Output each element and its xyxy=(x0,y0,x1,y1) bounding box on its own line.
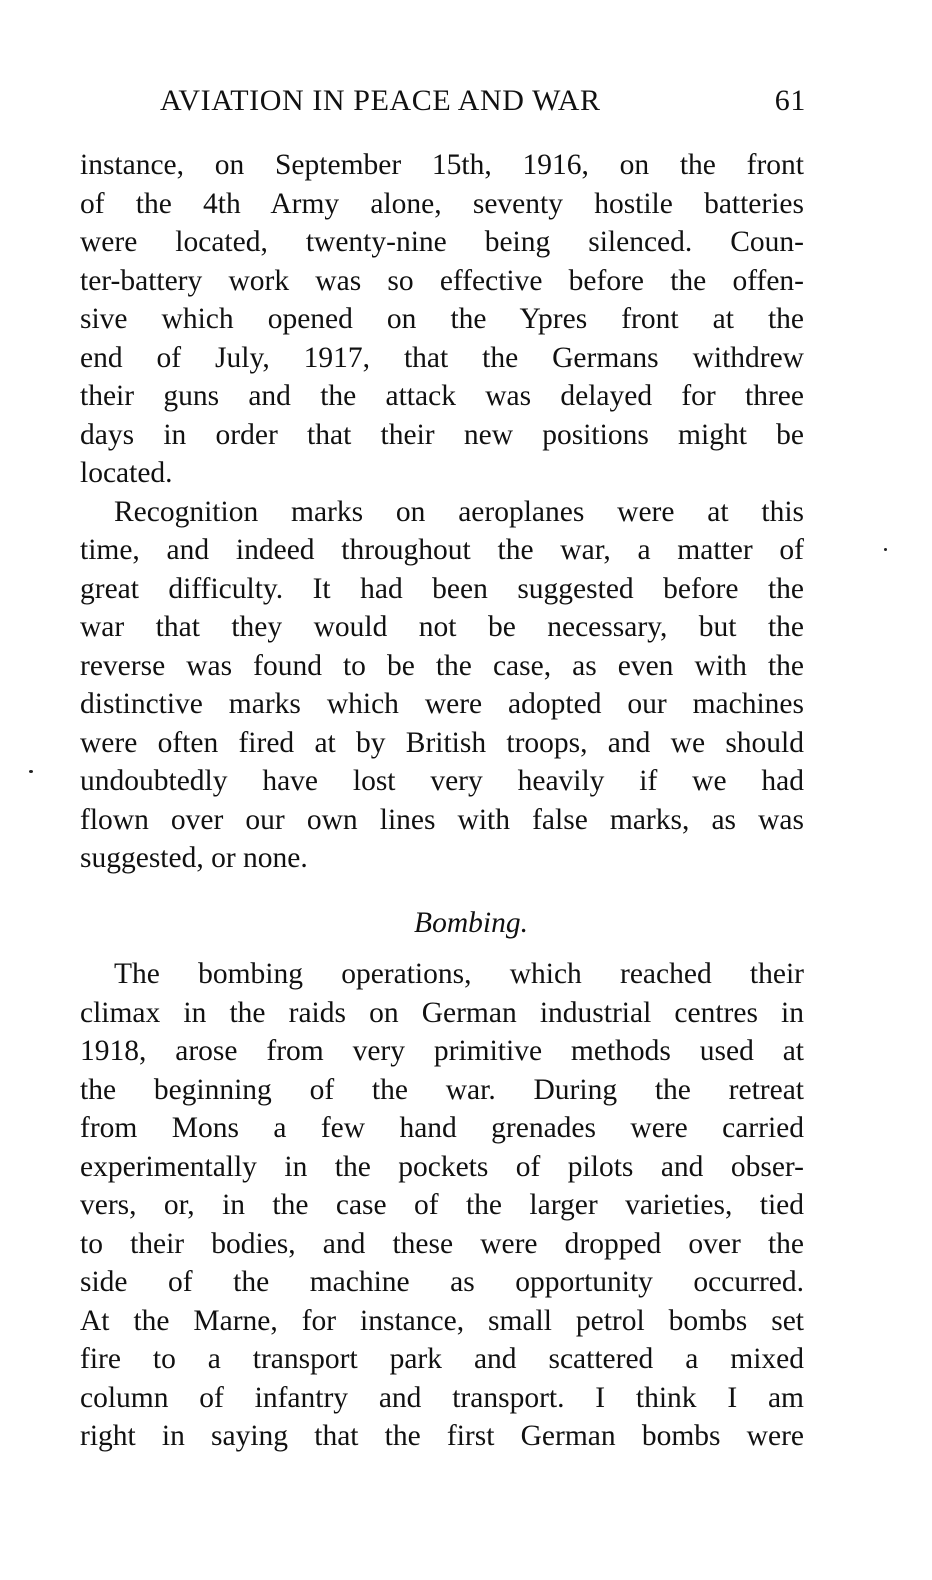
text-line: time, and indeed throughout the war, a matter of xyxy=(80,534,804,566)
text-line: vers, or, in the case of the larger varieties, tied xyxy=(80,1189,804,1221)
text-line: side of the machine as opportunity occurred. xyxy=(80,1266,804,1298)
text-line: distinctive marks which were adopted our machines xyxy=(80,688,804,720)
text-line: to their bodies, and these were dropped over the xyxy=(80,1227,804,1260)
scan-speck xyxy=(29,770,33,773)
page-header xyxy=(78,84,806,128)
text-line: right in saying that the first German bombs were xyxy=(80,1420,804,1452)
text-line: flown over our own lines with false marks, as was xyxy=(80,803,804,836)
scan-speck xyxy=(884,548,887,551)
text-line: were often fired at by British troops, and we should xyxy=(80,726,804,759)
text-line: days in order that their new positions might be xyxy=(80,418,804,451)
text-line: suggested, or none. xyxy=(80,842,308,874)
text-line: 1918, arose from very primitive methods used at xyxy=(80,1035,804,1067)
text-line: undoubtedly have lost very heavily if we had xyxy=(80,765,804,797)
text-line: from Mons a few hand grenades were carried xyxy=(80,1112,804,1144)
text-line: end of July, 1917, that the Germans withdrew xyxy=(80,341,804,374)
section-heading: Bombing. xyxy=(414,907,528,939)
text-line: instance, on September 15th, 1916, on the front xyxy=(80,149,804,181)
text-line: column of infantry and transport. I think I am xyxy=(80,1381,804,1414)
text-line: located. xyxy=(80,457,173,489)
text-line: sive which opened on the Ypres front at the xyxy=(80,303,804,335)
text-line: Recognition marks on aeroplanes were at this xyxy=(114,495,804,528)
text-line: reverse was found to be the case, as even with the xyxy=(80,649,804,682)
text-line: of the 4th Army alone, seventy hostile batteries xyxy=(80,187,804,220)
text-line: fire to a transport park and scattered a mixed xyxy=(80,1343,804,1375)
text-line: their guns and the attack was delayed for three xyxy=(80,380,804,412)
text-line: The bombing operations, which reached their xyxy=(114,958,804,990)
text-line: experimentally in the pockets of pilots and obser- xyxy=(80,1150,804,1183)
text-line: climax in the raids on German industrial centres in xyxy=(80,996,804,1029)
running-title: AVIATION IN PEACE AND WAR xyxy=(160,84,601,117)
page-number: 61 xyxy=(774,84,806,117)
text-line: At the Marne, for instance, small petrol bombs set xyxy=(80,1304,804,1337)
text-line: the beginning of the war. During the retreat xyxy=(80,1073,804,1106)
text-line: were located, twenty-nine being silenced. Coun- xyxy=(80,226,804,258)
text-line: war that they would not be necessary, but the xyxy=(80,611,804,643)
text-line: ter-battery work was so effective before the offen- xyxy=(80,264,804,297)
text-line: great difficulty. It had been suggested before the xyxy=(80,572,804,605)
